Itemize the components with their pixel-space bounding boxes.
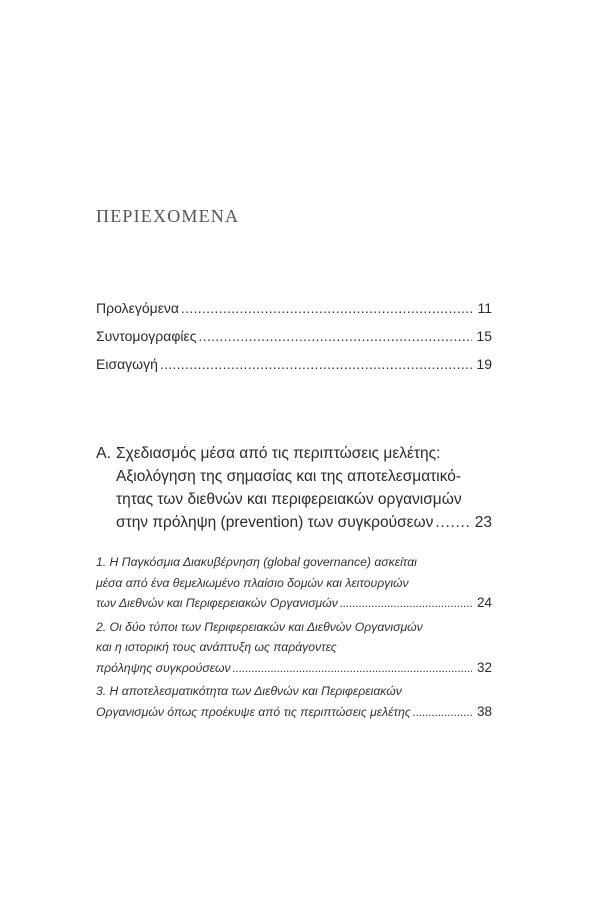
toc-entry-page: 15	[476, 328, 492, 344]
dot-leader	[199, 326, 472, 346]
toc-subsections	[96, 552, 492, 725]
subsection-last-line	[96, 593, 492, 614]
section-heading	[96, 442, 492, 534]
subsection-line: 3. Η αποτελεσματικότητα των Διεθνών και Περιφερειακών	[96, 684, 402, 698]
toc-entry[interactable]	[96, 326, 492, 354]
section-page: 23	[474, 514, 492, 531]
dot-leader	[340, 593, 472, 614]
dot-leader	[435, 511, 472, 534]
subsection-entry[interactable]	[96, 617, 492, 679]
subsection-line: μέσα από ένα θεμελιωμένο πλαίσιο δομών και λειτουργιών	[96, 575, 409, 590]
subsection-line: 1. Η Παγκόσμια Διακυβέρνηση (global governance) ασκείται	[96, 555, 417, 569]
subsection-line: των Διεθνών και Περιφερειακών Οργανισμών	[96, 596, 338, 610]
toc-entry-label: Προλεγόμενα	[96, 300, 180, 316]
section-line: τητας των διεθνών και περιφερειακών οργανισμών	[116, 491, 462, 508]
toc-entry-page: 11	[477, 300, 492, 316]
subsection-page: 32	[476, 659, 492, 675]
subsection-line: Οργανισμών όπως προέκυψε από τις περιπτώσεις μελέτης	[96, 704, 411, 719]
subsection-last-line	[96, 702, 492, 723]
subsection-entry[interactable]	[96, 552, 492, 614]
dot-leader	[413, 702, 472, 723]
page-title: ΠΕΡΙΕΧΟΜΕΝΑ	[96, 206, 240, 226]
section-line: Σχεδιασμός μέσα από τις περιπτώσεις μελέτης:	[116, 445, 441, 462]
toc-entry[interactable]	[96, 298, 492, 326]
toc-entry-label: Συντομογραφίες	[96, 328, 197, 344]
dot-leader	[160, 354, 472, 374]
dot-leader	[233, 658, 472, 679]
toc-section-a[interactable]	[96, 442, 492, 534]
section-line: Αξιολόγηση της σημασίας και της αποτελεσματικό-	[116, 468, 462, 485]
subsection-line: πρόληψης συγκρούσεων	[96, 660, 231, 675]
dot-leader	[181, 298, 472, 318]
subsection-entry[interactable]	[96, 681, 492, 722]
subsection-last-line	[96, 658, 492, 679]
toc-entry-label: Εισαγωγή	[96, 356, 158, 372]
toc-main-entries	[96, 298, 492, 382]
section-line: στην πρόληψη (prevention) των συγκρούσεων	[116, 514, 434, 531]
subsection-page: 24	[476, 595, 492, 610]
toc-entry[interactable]	[96, 354, 492, 382]
section-last-line	[96, 511, 492, 534]
subsection-line: και η ιστορική τους ανάπτυξη ως παράγοντες	[96, 640, 337, 654]
section-letter: Α.	[96, 445, 112, 462]
toc-entry-page: 19	[476, 356, 492, 372]
subsection-line: 2. Οι δύο τύποι των Περιφερειακών και Διεθνών Οργανισμών	[96, 619, 423, 634]
subsection-page: 38	[476, 703, 492, 719]
